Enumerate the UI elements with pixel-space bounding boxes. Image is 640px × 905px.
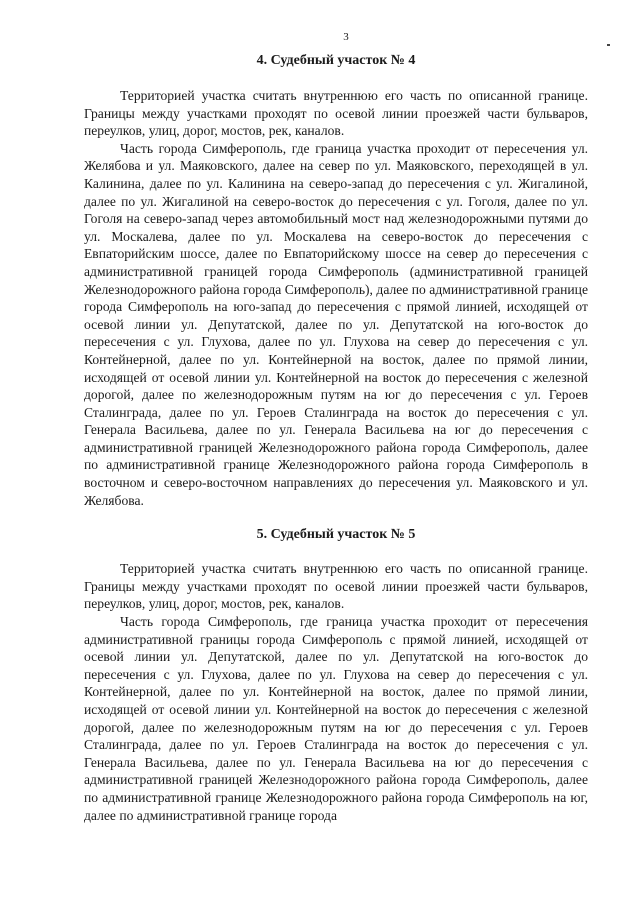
section-5-paragraph-1: Территорией участка считать внутреннюю его часть по описанной границе. Границы между участками проходят по осевой линии проезжей части бульваров, переулков, улиц, дорог, мостов, рек, каналов. bbox=[84, 561, 588, 612]
scan-mark bbox=[607, 44, 610, 46]
page-number: 3 bbox=[343, 31, 349, 43]
section-4-paragraph-1: Территорией участка считать внутреннюю его часть по описанной границе. Границы между участками проходят по осевой линии проезжей части бульваров, переулков, улиц, дорог, мостов, рек, каналов. bbox=[84, 88, 588, 139]
section-heading-5: 5. Судебный участок № 5 bbox=[256, 527, 416, 543]
section-heading-4: 4. Судебный участок № 4 bbox=[256, 53, 416, 68]
section-4-paragraph-2: Часть города Симферополь, где граница участка проходит от пересечения ул. Желябова и ул. Маяковского, далее на север по ул. Маяковского, переходящей в ул. Калинина, далее по ул. Калинина на северо-запад до пересечения с ул. Жигалиной, далее по ул. Жигалиной на северо-восток до пересечения с ул. Гоголя, далее по ул. Гоголя на северо-запад через автомобильный мост над железнодорожными путями до ул. Москалева, далее по ул. Москалева на северо-восток до пересечения с Евпаторийским шоссе, далее по Евпаторийскому шоссе на север до пересечения с административной границей города Симферополь (административной границей Железнодорожного района города Симферополь), далее по административной границе города Симферополь на юго-запад до пересечения с прямой линией, исходящей от осевой линии ул. Депутатской, далее по ул. Депутатской на юго-восток до пересечения с ул. Глухова, далее по ул. Глухова на север до пересечения с ул. Контейнерной, далее по ул. Контейнерной на восток, далее по прямой линии, исходящей от осевой линии ул. Контейнерной на восток до пересечения с железной дорогой, далее по железнодорожным путям на юг до пересечения с ул. Героев Сталинграда, далее по ул. Героев Сталинграда на восток до пересечения с ул. Генерала Васильева, далее по ул. Генерала Васильева на юг до пересечения с административной границей Железнодорожного района города Симферополь, далее по административной границе Железнодорожного района города Симферополь в восточном и северо-восточном направлениях до пересечения ул. Маяковского и ул. Желябова. bbox=[84, 140, 588, 508]
section-5-paragraph-2: Часть города Симферополь, где граница участка проходит от пересечения административной границы города Симферополь с прямой линией, исходящей от осевой линии ул. Депутатской, далее по ул. Депутатской на юго-восток до пересечения с ул. Глухова, далее по ул. Глухова на север до пересечения с ул. Контейнерной, далее по ул. Контейнерной на восток, далее по прямой линии, исходящей от осевой линии ул. Контейнерной на восток до пересечения с железной дорогой, далее по железнодорожным путям на юг до пересечения с ул. Героев Сталинграда, далее по ул. Героев Сталинграда на восток до пересечения с ул. Генерала Васильева, далее по ул. Генерала Васильева на юг до пересечения с административной границей Железнодорожного района города Симферополь, далее по административной границе Железнодорожного района города Симферополь на юг, далее по административной границе города bbox=[84, 614, 588, 823]
